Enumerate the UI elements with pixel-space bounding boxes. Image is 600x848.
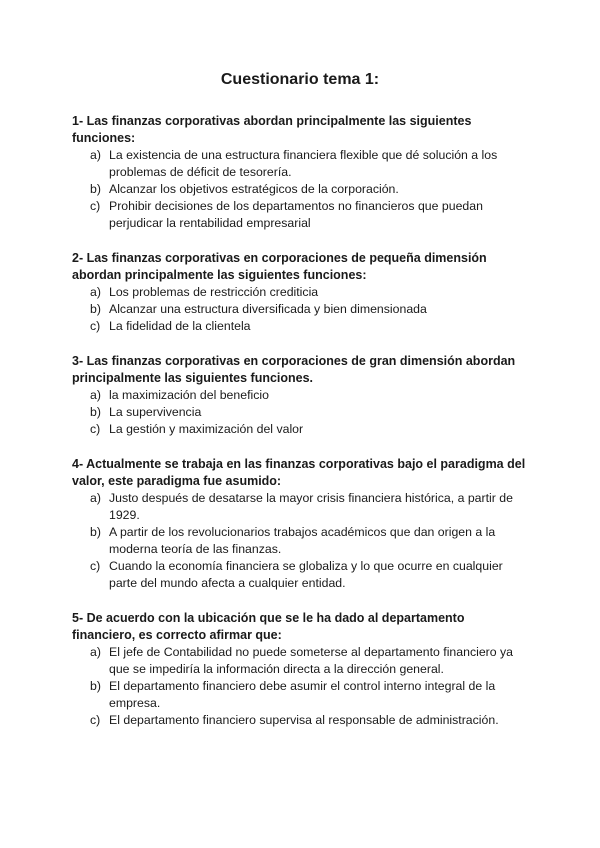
option-letter: a) xyxy=(90,491,101,505)
page-title: Cuestionario tema 1: xyxy=(220,71,380,88)
options-list xyxy=(72,147,528,232)
option-c xyxy=(72,198,528,232)
option-text: Alcanzar una estructura diversificada y bien dimensionada xyxy=(109,302,427,316)
option-letter: c) xyxy=(90,319,101,333)
option-text: La supervivencia xyxy=(109,405,202,419)
option-text: la maximización del beneficio xyxy=(109,388,269,402)
option-text: Justo después de desatarse la mayor crisis financiera histórica, a partir de 1929. xyxy=(109,491,513,522)
option-text: Cuando la economía financiera se globaliza y lo que ocurre en cualquier parte del mundo afecta a cualquier entidad. xyxy=(109,559,503,590)
option-c xyxy=(72,421,528,438)
option-letter: c) xyxy=(90,422,101,436)
question-text: 3- Las finanzas corporativas en corporaciones de gran dimensión abordan principalmente las siguientes funciones. xyxy=(72,354,516,385)
option-text: A partir de los revolucionarios trabajos académicos que dan origen a la moderna teoría de las finanzas. xyxy=(109,525,496,556)
option-text: El departamento financiero supervisa al responsable de administración. xyxy=(109,713,499,727)
options-list xyxy=(72,284,528,335)
option-letter: a) xyxy=(90,148,101,162)
option-letter: c) xyxy=(90,559,101,573)
question-1 xyxy=(72,113,528,232)
question-text: 4- Actualmente se trabaja en las finanzas corporativas bajo el paradigma del valor, este paradigma fue asumido: xyxy=(72,457,526,488)
options-list xyxy=(72,490,528,592)
option-c xyxy=(72,318,528,335)
option-letter: c) xyxy=(90,713,101,727)
option-letter: b) xyxy=(90,302,101,316)
option-text: La gestión y maximización del valor xyxy=(109,422,304,436)
option-text: Alcanzar los objetivos estratégicos de la corporación. xyxy=(109,182,399,196)
option-b xyxy=(72,404,528,421)
option-a xyxy=(72,644,528,678)
option-text: El jefe de Contabilidad no puede someterse al departamento financiero ya que se impediría la información directa a la dirección general. xyxy=(109,645,514,676)
question-2 xyxy=(72,250,528,335)
option-a xyxy=(72,490,528,524)
option-letter: c) xyxy=(90,199,101,213)
options-list xyxy=(72,387,528,438)
option-letter: a) xyxy=(90,285,101,299)
option-letter: b) xyxy=(90,182,101,196)
option-text: Prohibir decisiones de los departamentos no financieros que puedan perjudicar la rentabilidad empresarial xyxy=(109,199,483,230)
option-letter: a) xyxy=(90,388,101,402)
option-a xyxy=(72,147,528,181)
option-letter: b) xyxy=(90,679,101,693)
options-list xyxy=(72,644,528,729)
option-b xyxy=(72,181,528,198)
option-c xyxy=(72,712,528,729)
option-c xyxy=(72,558,528,592)
option-text: El departamento financiero debe asumir el control interno integral de la empresa. xyxy=(109,679,496,710)
option-letter: b) xyxy=(90,525,101,539)
option-a xyxy=(72,284,528,301)
option-letter: b) xyxy=(90,405,101,419)
option-text: La fidelidad de la clientela xyxy=(109,319,251,333)
option-letter: a) xyxy=(90,645,101,659)
option-b xyxy=(72,678,528,712)
question-text: 2- Las finanzas corporativas en corporaciones de pequeña dimensión abordan principalmente las siguientes funciones: xyxy=(72,251,487,282)
option-a xyxy=(72,387,528,404)
option-b xyxy=(72,301,528,318)
option-b xyxy=(72,524,528,558)
question-5 xyxy=(72,610,528,729)
question-4 xyxy=(72,456,528,592)
question-3 xyxy=(72,353,528,438)
option-text: La existencia de una estructura financiera flexible que dé solución a los problemas de déficit de tesorería. xyxy=(109,148,498,179)
question-text: 1- Las finanzas corporativas abordan principalmente las siguientes funciones: xyxy=(72,114,472,145)
question-text: 5- De acuerdo con la ubicación que se le ha dado al departamento financiero, es correcto afirmar que: xyxy=(72,611,465,642)
option-text: Los problemas de restricción crediticia xyxy=(109,285,319,299)
